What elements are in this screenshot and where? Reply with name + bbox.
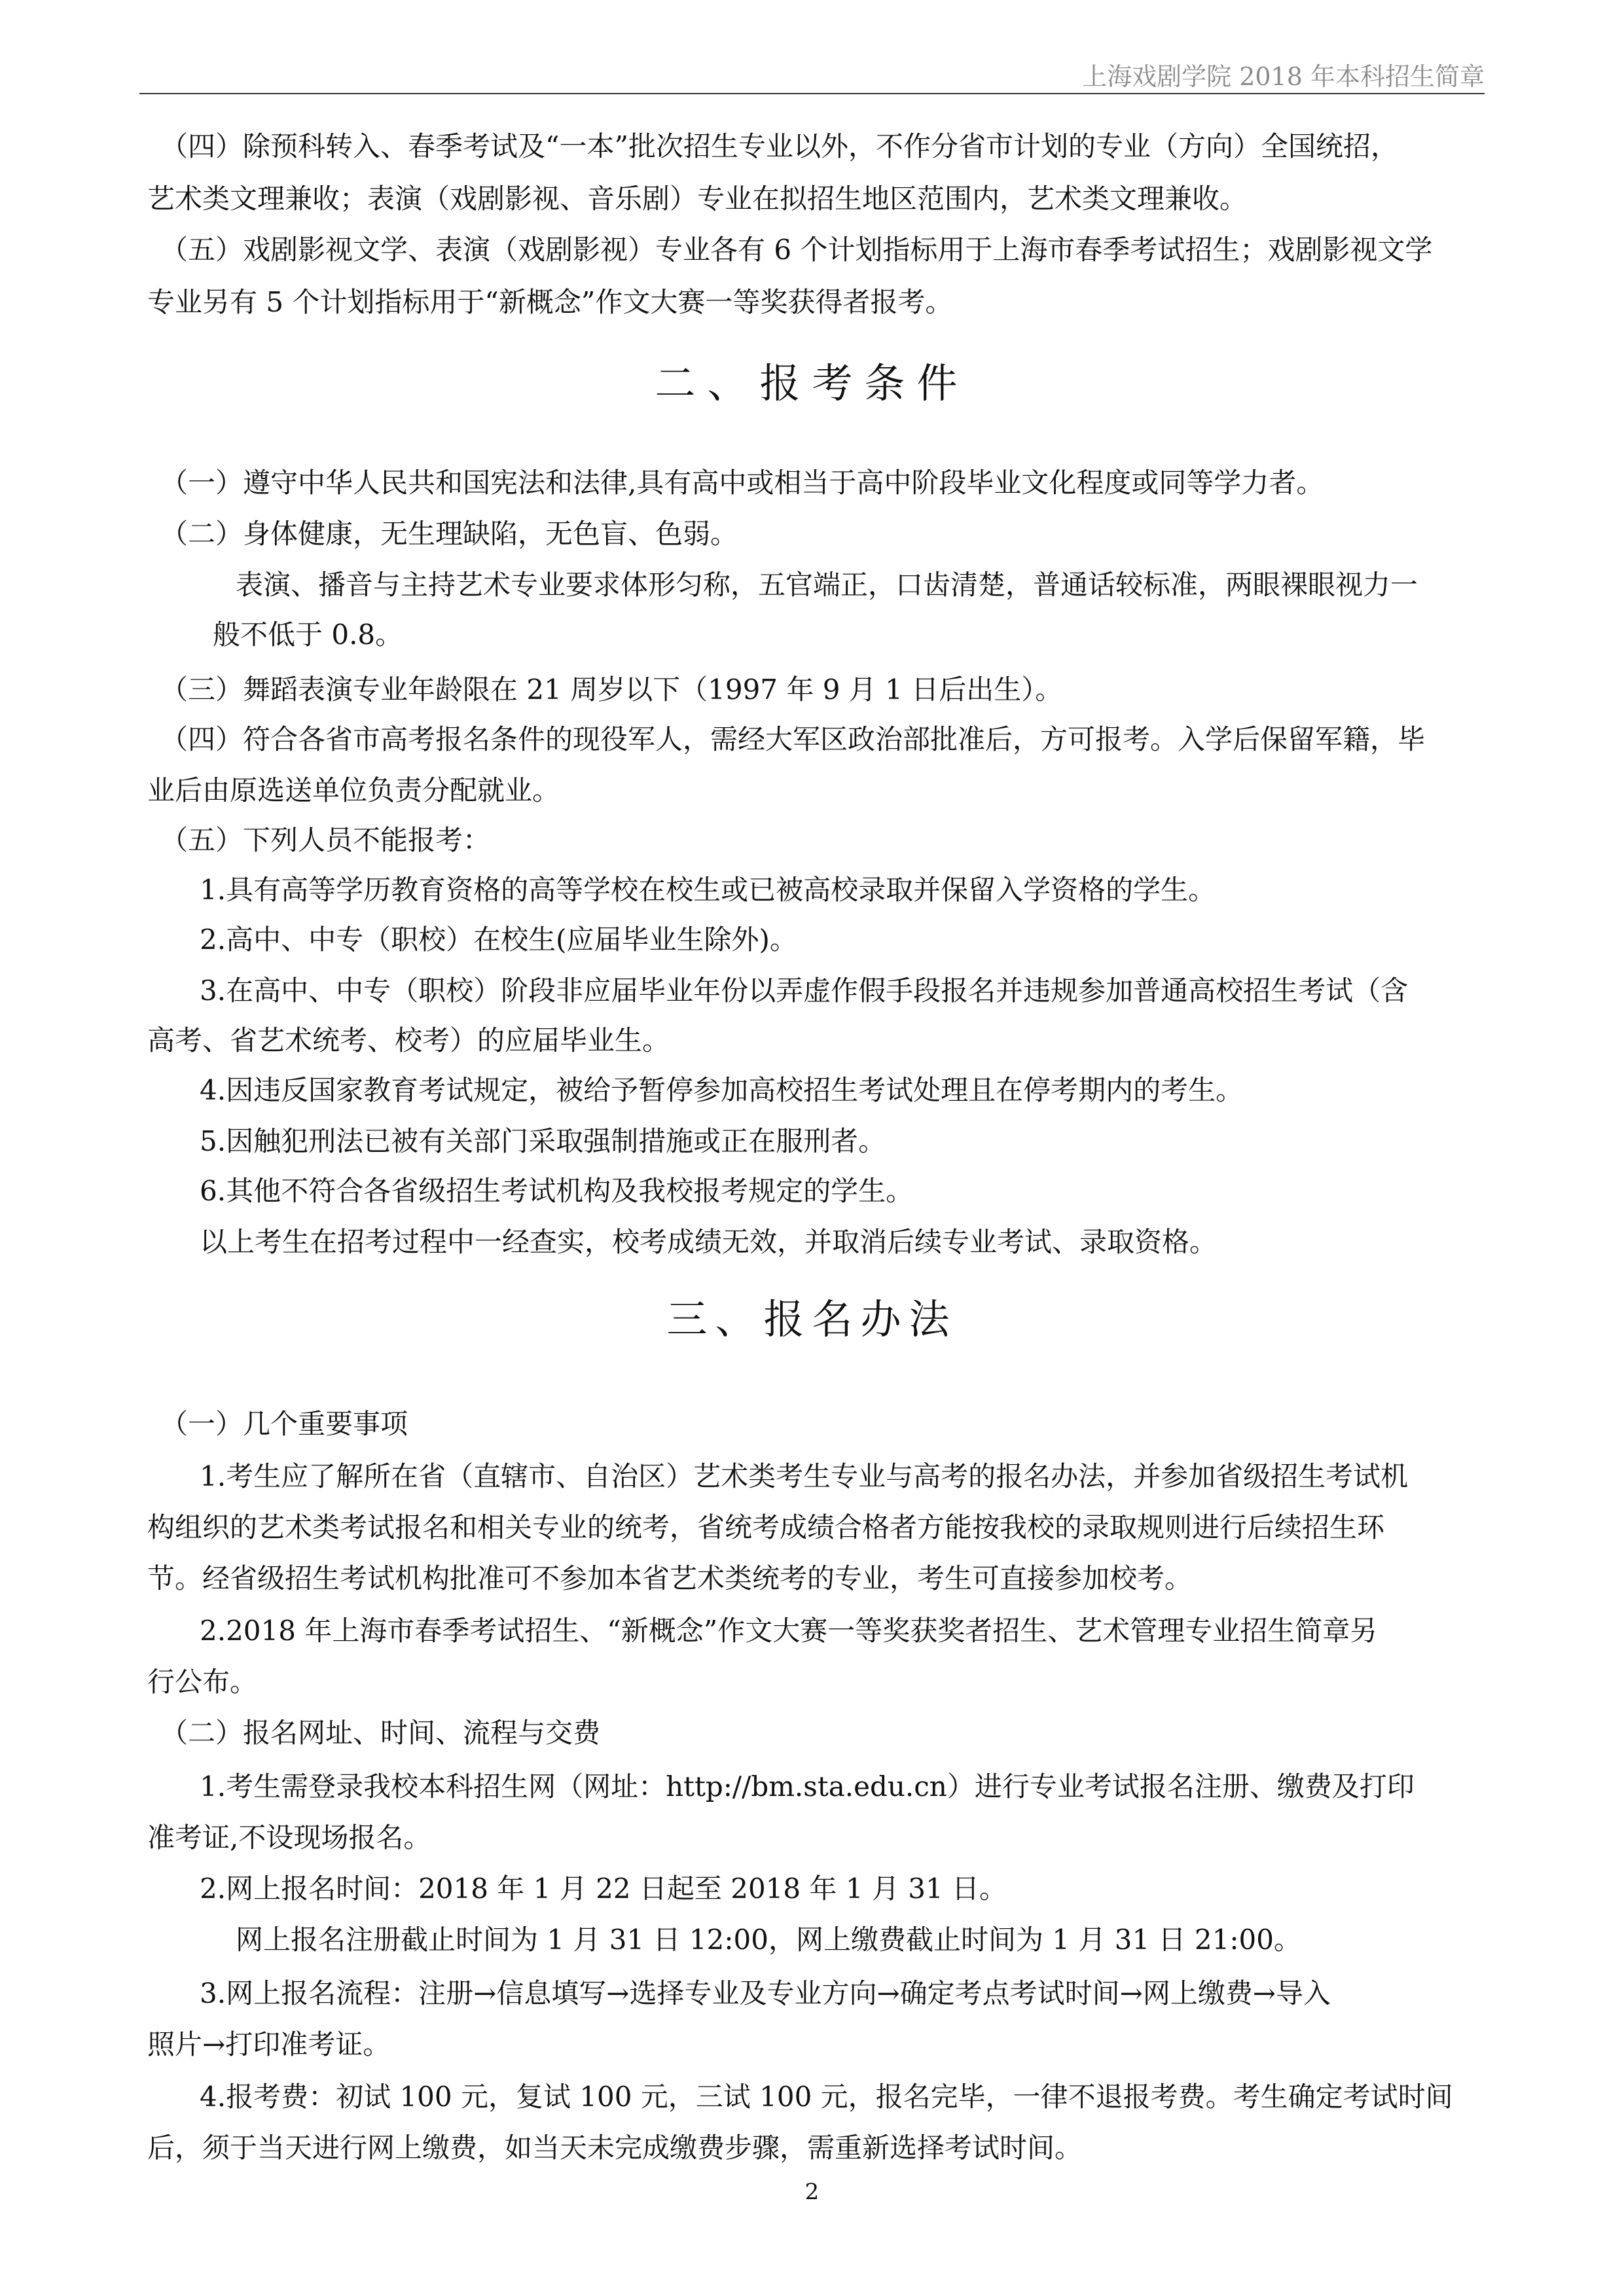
section2-line: （三）舞蹈表演专业年龄限在 21 周岁以下（1997 年 9 月 1 日后出生）。 [160,673,1063,706]
section2-line: 5.因触犯刑法已被有关部门采取强制措施或正在服刑者。 [200,1125,886,1157]
section3-line: 4.报考费：初试 100 元，复试 100 元，三试 100 元，报名完毕，一律不退报考费。考生确定考试时间 [200,2081,1453,2113]
section2-line: 以上考生在招考过程中一经查实，校考成绩无效，并取消后续专业考试、录取资格。 [200,1226,1218,1258]
section3-line: 节。经省级招生考试机构批准可不参加本省艺术类统考的专业，考生可直接参加校考。 [147,1562,1193,1594]
section2-line: 6.其他不符合各省级招生考试机构及我校报考规定的学生。 [200,1175,914,1207]
section2-line: 1.具有高等学历教育资格的高等学校在校生或已被高校录取并保留入学资格的学生。 [200,874,1216,906]
section3-line: 后，须于当天进行网上缴费，如当天未完成缴费步骤，需重新选择考试时间。 [147,2132,1083,2164]
section3-line: （一）几个重要事项 [160,1408,408,1440]
section3-line: 行公布。 [147,1666,258,1698]
section2-line: 业后由原选送单位负责分配就业。 [147,774,560,806]
section3-line: 网上报名注册截止时间为 1 月 31 日 12:00，网上缴费截止时间为 1 月 31 日 21:00。 [236,1924,1301,1956]
section3-line: 1.考生应了解所在省（直辖市、自治区）艺术类考生专业与高考的报名办法，并参加省级招生考试机 [200,1460,1409,1492]
section2-line: （五）下列人员不能报考： [160,824,491,856]
section2-line: 高考、省艺术统考、校考）的应届毕业生。 [147,1024,670,1056]
intro-line: （四）除预科转入、春季考试及“一本”批次招生专业以外，不作分省市计划的专业（方向）全国统招， [160,130,1398,162]
section2-line: 表演、播音与主持艺术专业要求体形匀称，五官端正，口齿清楚，普通话较标准，两眼裸眼视力一 [236,569,1418,601]
intro-line: 专业另有 5 个计划指标用于“新概念”作文大赛一等奖获得者报考。 [147,286,953,318]
section-heading-registration-method: 三、报名办法 [666,1295,958,1343]
section2-line: （四）符合各省市高考报名条件的现役军人，需经大军区政治部批准后，方可报考。入学后保留军籍，毕 [160,723,1426,755]
section2-line: （一）遵守中华人民共和国宪法和法律,具有高中或相当于高中阶段毕业文化程度或同等学力者。 [160,467,1324,499]
section3-line: 2.网上报名时间：2018 年 1 月 22 日起至 2018 年 1 月 31 日。 [200,1873,1007,1905]
header-rule [139,93,1485,94]
section3-line: 3.网上报名流程：注册→信息填写→选择专业及专业方向→确定考点考试时间→网上缴费→导入 [200,1977,1331,2009]
section-heading-application-conditions: 二、报考条件 [655,359,969,407]
section3-line: 1.考生需登录我校本科招生网（网址：http://bm.sta.edu.cn）进行专业考试报名注册、缴费及打印 [200,1770,1415,1803]
section3-line: 构组织的艺术类考试报名和相关专业的统考，省统考成绩合格者方能按我校的录取规则进行后续招生环 [147,1511,1385,1543]
page-number: 2 [804,2179,820,2205]
intro-line: 艺术类文理兼收；表演（戏剧影视、音乐剧）专业在拟招生地区范围内，艺术类文理兼收。 [147,183,1248,215]
section3-line: 照片→打印准考证。 [147,2028,391,2060]
section2-line: 2.高中、中专（职校）在校生(应届毕业生除外)。 [200,924,797,956]
section3-line: 准考证,不设现场报名。 [147,1821,431,1854]
intro-line: （五）戏剧影视文学、表演（戏剧影视）专业各有 6 个计划指标用于上海市春季考试招生；戏剧影视文学 [160,234,1433,266]
running-header: 上海戏剧学院 2018 年本科招生简章 [1082,62,1485,91]
section2-line: 3.在高中、中专（职校）阶段非应届毕业年份以弄虚作假手段报名并违规参加普通高校招生考试（含 [200,975,1409,1007]
section3-line: 2.2018 年上海市春季考试招生、“新概念”作文大赛一等奖获奖者招生、艺术管理专业招生简章另 [200,1615,1378,1647]
section3-line: （二）报名网址、时间、流程与交费 [160,1717,601,1749]
section2-line: 般不低于 0.8。 [213,619,403,651]
section2-line: （二）身体健康，无生理缺陷，无色盲、色弱。 [160,518,738,550]
section2-line: 4.因违反国家教育考试规定，被给予暂停参加高校招生考试处理且在停考期内的考生。 [200,1074,1244,1106]
